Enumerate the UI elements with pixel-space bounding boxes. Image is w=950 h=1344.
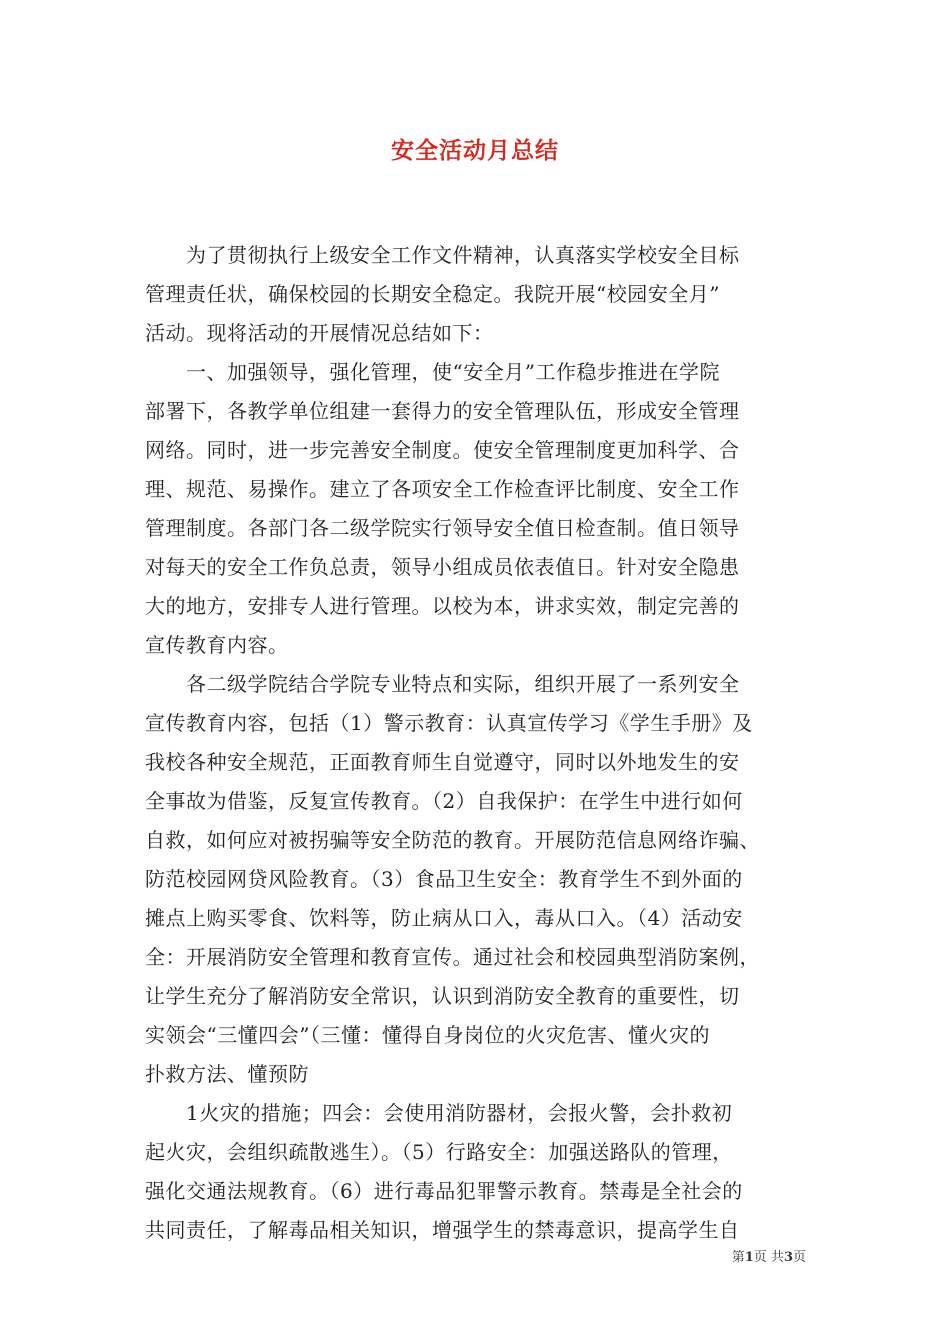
footer-suffix: 页 (792, 1250, 806, 1265)
text-line: 网络。同时，进一步完善安全制度。使安全管理制度更加科学、合 (145, 438, 740, 462)
text-line: 摊点上购买零食、饮料等，防止病从口入，毒从口入。（4）活动安 (145, 906, 743, 930)
text-line: 全事故为借鉴，反复宣传教育。（2）自我保护：在学生中进行如何 (145, 789, 743, 813)
document-title: 安全活动月总结 (391, 137, 559, 164)
text-line: 让学生充分了解消防安全常识，认识到消防安全教育的重要性，切 (145, 984, 740, 1008)
text-line: 1火灾的措施；四会：会使用消防器材，会报火警，会扑救初 (145, 1101, 733, 1125)
text-line: 活动。现将活动的开展情况总结如下： (145, 321, 494, 345)
text-line: 起火灾，会组织疏散逃生）。（5）行路安全：加强送路队的管理， (145, 1140, 733, 1164)
text-line: 管理制度。各部门各二级学院实行领导安全值日检查制。值日领导 (145, 516, 740, 540)
text-line: 宣传教育内容，包括（1）警示教育：认真宣传学习《学生手册》及 (145, 711, 753, 735)
text-line: 部署下，各教学单位组建一套得力的安全管理队伍，形成安全管理 (145, 399, 740, 423)
footer-middle: 页 共 (753, 1250, 784, 1265)
text-line: 全：开展消防安全管理和教育宣传。通过社会和校园典型消防案例， (145, 945, 760, 969)
text-line: 我校各种安全规范，正面教育师生自觉遵守，同时以外地发生的安 (145, 750, 740, 774)
text-line: 宣传教育内容。 (145, 633, 289, 657)
text-line: 防范校园网贷风险教育。（3）食品卫生安全：教育学生不到外面的 (145, 867, 743, 891)
text-line: 各二级学院结合学院专业特点和实际，组织开展了一系列安全 (145, 672, 740, 696)
text-line: 自救，如何应对被拐骗等安全防范的教育。开展防范信息网络诈骗、 (145, 828, 760, 852)
document-body (145, 236, 815, 1250)
current-page-number: 1 (744, 1250, 754, 1265)
footer-prefix: 第 (731, 1250, 745, 1265)
text-line: 理、规范、易操作。建立了各项安全工作检查评比制度、安全工作 (145, 477, 740, 501)
text-line: 对每天的安全工作负总责，领导小组成员依表值日。针对安全隐患 (145, 555, 740, 579)
text-line: 管理责任状，确保校园的长期安全稳定。我院开展“校园安全月” (145, 282, 720, 306)
text-line: 一、加强领导，强化管理，使“安全月”工作稳步推进在学院 (145, 360, 720, 384)
text-line: 扑救方法、懂预防 (145, 1062, 309, 1086)
text-line: 大的地方，安排专人进行管理。以校为本，讲求实效，制定完善的 (145, 594, 740, 618)
text-line: 实领会“三懂四会”（三懂：懂得自身岗位的火灾危害、懂火灾的 (145, 1023, 710, 1047)
text-line: 为了贯彻执行上级安全工作文件精神，认真落实学校安全目标 (145, 243, 740, 267)
text-line: 强化交通法规教育。（6）进行毒品犯罪警示教育。禁毒是全社会的 (145, 1179, 743, 1203)
page-footer (732, 1246, 806, 1265)
total-page-number: 3 (783, 1250, 793, 1265)
text-line: 共同责任，了解毒品相关知识，增强学生的禁毒意识，提高学生自 (145, 1218, 740, 1242)
